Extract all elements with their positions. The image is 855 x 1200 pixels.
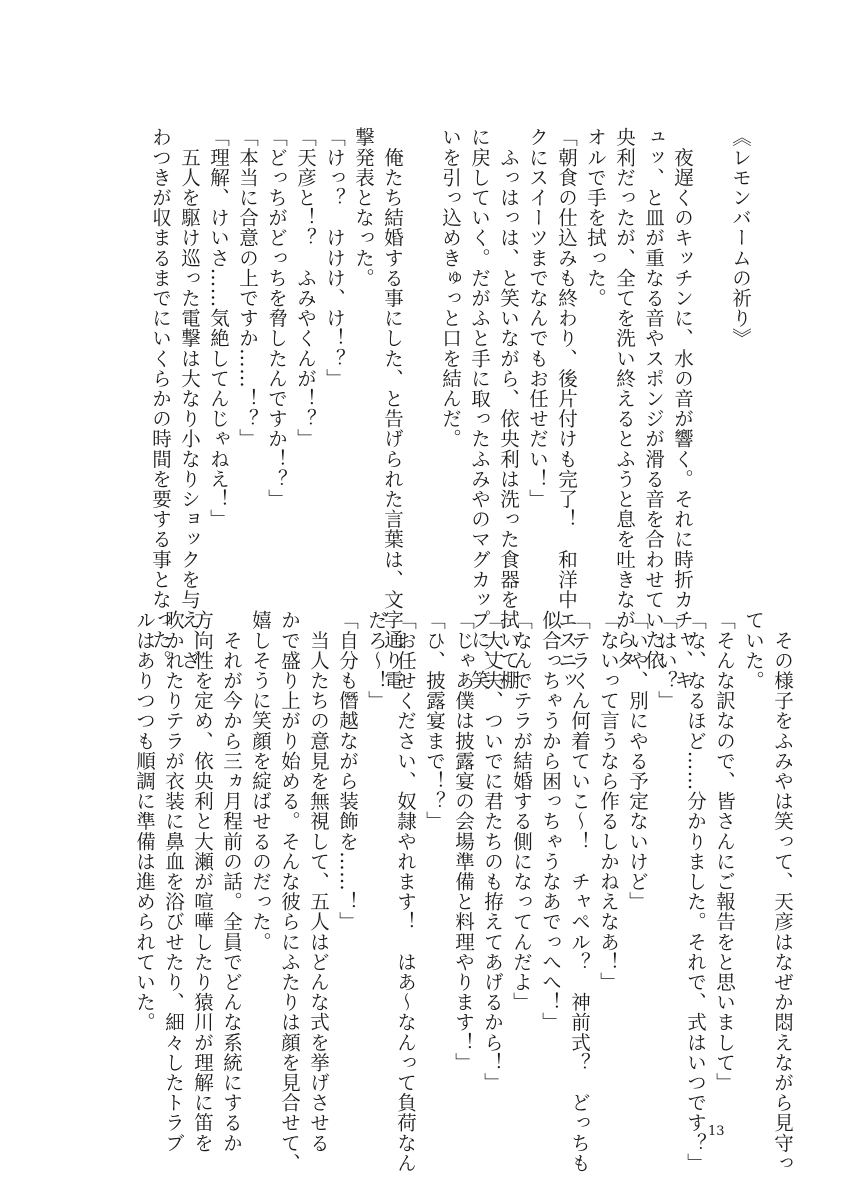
page-number: 13 — [708, 1124, 725, 1139]
text-line: 「そんな訳なので、皆さんにご報告をと思いまして」 — [713, 610, 736, 1093]
text-line: 「朝食の仕込みも終わり、後片付けも完了！ 和洋中エスニッ — [555, 127, 578, 690]
text-line: ュッ、と皿が重なる音やスポンジが滑る音を合わせていた依 — [642, 127, 665, 670]
text-line: ルはありつつも順調に準備は進められていた。 — [133, 610, 156, 1033]
blank-line — [407, 127, 436, 597]
text-line: その様子をふみやは笑って、天彦はなぜか悶えながら見守っ — [771, 610, 794, 1173]
text-line: 吹かれたりテラが衣装に鼻血を浴びせたり、細々したトラブ — [162, 610, 185, 1153]
blank-line — [697, 127, 726, 597]
text-line: 撃発表となった。 — [352, 127, 375, 288]
text-line: それが今から三ヵ月程前の話。全員でどんな系統にするか — [220, 610, 243, 1153]
text-line: 「はい？」 — [655, 610, 678, 711]
text-line: 夜遅くのキッチンに、水の音が響く。それに時折カチャ、キ — [671, 127, 694, 690]
text-line: 「どっちがどっちを脅したんですか！？」 — [265, 127, 288, 509]
text-line: 当人たちの意見を無視して、五人はどんな式を挙げさせる — [307, 610, 330, 1153]
text-line: 五人を駆け巡った電撃は大なり小なりショックを与え、ざ — [178, 127, 201, 670]
text-line: 「けっ？ けけけ、け！？」 — [323, 127, 346, 389]
text-line: 方向性を定め、依央利と大瀬が喧嘩したり猿川が理解に笛を — [191, 610, 214, 1153]
text-line: 「大丈夫、ついでに君たちのも拵えてあげるから！」 — [481, 610, 504, 1093]
text-line: かで盛り上がり始める。そんな彼らにふたりは顔を見合せて、 — [278, 610, 301, 1173]
text-line: オルで手を拭った。 — [584, 127, 607, 308]
text-line: 「な、なるほど……分かりました。それで、式はいつです？」 — [684, 610, 707, 1173]
text-line: 「テラくん何着ていこ〜！ チャペル？ 神前式？ どっちも — [568, 610, 591, 1173]
text-line: 「なんでテラが結婚する側になってんだよ」 — [510, 610, 533, 1012]
text-line: 《レモンバームの祈り》 — [729, 127, 752, 349]
text-line: 「理解、けいさ……気絶してんじゃねえ！」 — [207, 127, 230, 529]
text-line: いを引っ込めきゅっと口を結んだ。 — [439, 127, 462, 449]
text-line: ふっはっは、と笑いながら、依央利は洗った食器を拭いて棚 — [497, 127, 520, 690]
text-line: だろ〜！」 — [365, 610, 388, 711]
text-line: わつきが収まるまでにいくらかの時間を要する事となった。 — [149, 127, 172, 670]
text-line: ていた。 — [742, 610, 765, 691]
text-line: 嬉しそうに笑顔を綻ばせるのだった。 — [249, 610, 272, 952]
text-line: 「自分も僭越ながら装飾を……！」 — [336, 610, 359, 932]
text-line: に戻していく。だがふと手に取ったふみやのマグカップに、笑 — [468, 127, 491, 690]
text-line: 俺たち結婚する事にした、と告げられた言葉は、文字通り電 — [381, 127, 404, 690]
text-line: 央利だったが、全てを洗い終えるとふうと息を吐きながらタ — [613, 127, 636, 670]
text-line: 「ないって言うなら作るしかねえなあ！」 — [597, 610, 620, 992]
text-line: 「本当に合意の上ですか……！？」 — [236, 127, 259, 449]
text-line: 「ひ、披露宴まで！？」 — [423, 610, 446, 832]
text-line: クにスイーツまでなんでもお任せだい！」 — [526, 127, 549, 509]
text-line: 似合っちゃうから困っちゃうなあでっへへ！」 — [539, 610, 562, 1033]
text-line: 「いや、別にやる予定ないけど」 — [626, 610, 649, 912]
text-line: 「じゃあ僕は披露宴の会場準備と料理やります！」 — [452, 610, 475, 1073]
text-line: 「天彦と！？ ふみやくんが！？」 — [294, 127, 317, 449]
text-line: 「お任せください、奴隷やれます！ はあ〜なんって負荷なん — [394, 610, 417, 1173]
